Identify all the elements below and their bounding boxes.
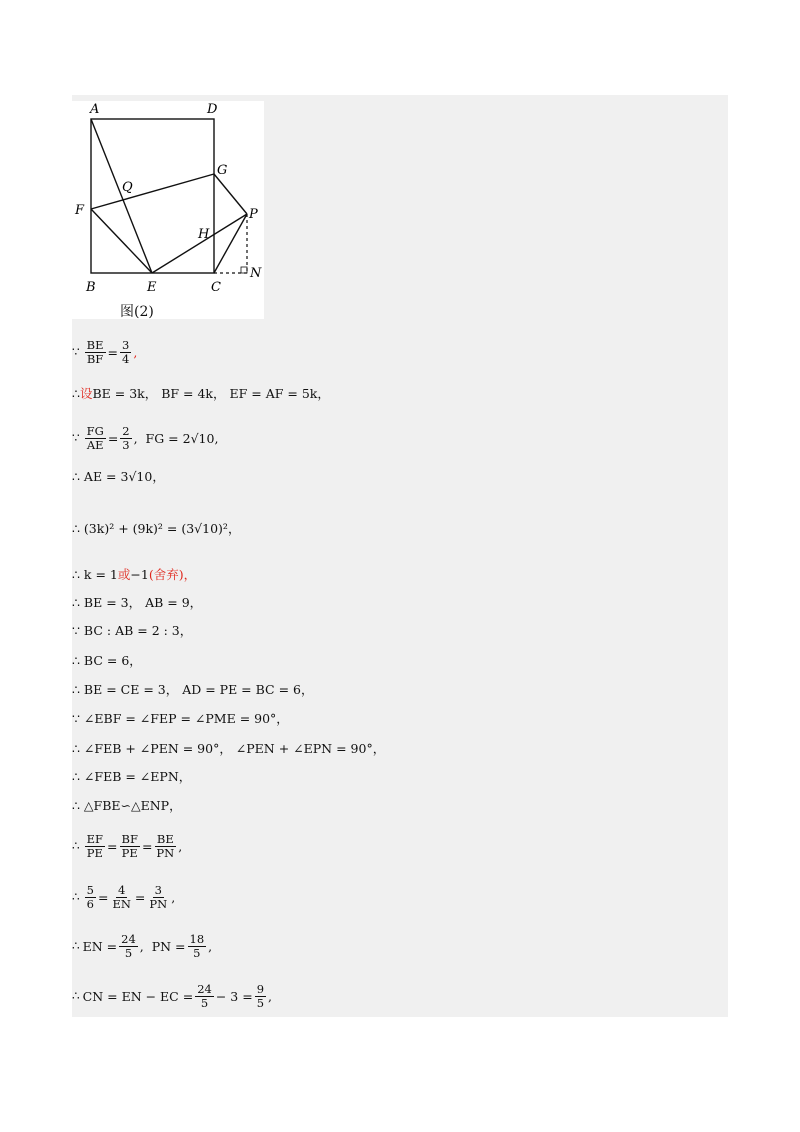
step-2-prefix: ∴ [72, 385, 80, 401]
step-line-3: ∵ $\frac{FG}{AE}$ = $\frac{2}{3}$ , FG = 2√10, [72, 423, 219, 452]
label-a: A [90, 102, 100, 117]
step-6-highlight: 或 [117, 567, 131, 582]
step-line-1: ∵ $\frac{BE}{BF}$ = $\frac{3}{4}$ , [72, 337, 138, 366]
step-line-5: ∴ (3k)² + (9k)² = (3√10)²， [72, 521, 241, 536]
step-6-highlight2: (舍弃)， [148, 567, 197, 582]
step-line-9: ∴ BC = 6， [72, 653, 142, 668]
geometry-figure [72, 101, 264, 319]
step-line-11: ∵ ∠EBF = ∠FEP = ∠PME = 90°， [72, 711, 289, 726]
label-n: N [250, 266, 262, 281]
step-line-8: ∵ BC : AB = 2 : 3， [72, 623, 193, 638]
step-line-4: ∴ AE = 3√10， [72, 469, 165, 484]
document-sheet [72, 95, 728, 1017]
step-line-6 [72, 561, 196, 587]
step-2-highlight: 设 [79, 386, 93, 401]
geometry-diagram [72, 101, 264, 319]
step-line-18: ∴ CN = EN − EC = $\frac{24}{5}$ − 3 = $\frac{9}{5}$ , [72, 981, 272, 1010]
step-2-text: BE = 3k， BF = 4k， EF = AF = 5k， [92, 386, 330, 401]
label-c: C [211, 280, 221, 295]
label-p: P [249, 207, 258, 222]
step-line-10: ∴ BE = CE = 3， AD = PE = BC = 6， [72, 682, 314, 697]
step-6-prefix: ∴ k = 1 [72, 566, 118, 582]
step-line-7: ∴ BE = 3， AB = 9， [72, 595, 203, 610]
step-line-16: ∴ $\frac{5}{6}$ = $\frac{4}{EN}$ = $\frac{3}{PN}$ , [72, 882, 176, 911]
step-line-15: ∴ $\frac{EF}{PE}$ = $\frac{BF}{PE}$ = $\frac{BE}{PN}$ , [72, 831, 183, 860]
label-q: Q [122, 180, 133, 195]
step-line-14: ∴ △FBE∽△ENP， [72, 798, 182, 813]
step-line-17: ∴ EN = $\frac{24}{5}$ , PN = $\frac{18}{5}$ , [72, 931, 213, 960]
label-f: F [75, 203, 85, 218]
step-line-13: ∴ ∠FEB = ∠EPN， [72, 769, 192, 784]
label-h: H [198, 227, 210, 242]
label-b: B [86, 280, 96, 295]
step-line-2 [72, 380, 330, 406]
label-g: G [217, 163, 228, 178]
label-e: E [147, 280, 157, 295]
label-d: D [207, 102, 218, 117]
step-6-mid: −1 [130, 566, 149, 582]
figure-caption: 图(2) [120, 304, 154, 320]
step-line-12: ∴ ∠FEB + ∠PEN = 90°， ∠PEN + ∠EPN = 90°， [72, 741, 386, 756]
